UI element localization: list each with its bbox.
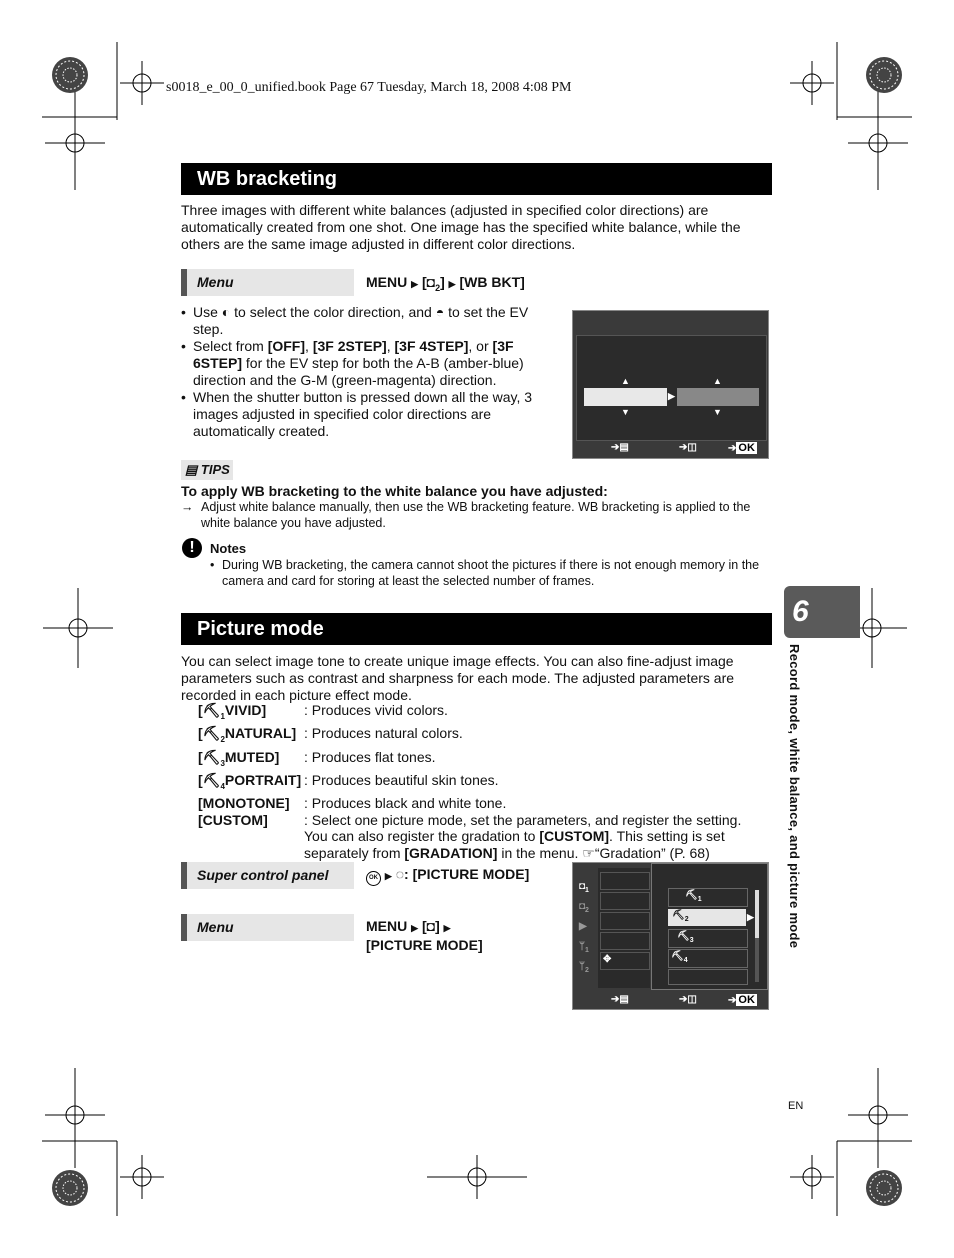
scp-path: OK ▶ ◌: [PICTURE MODE] bbox=[366, 866, 529, 886]
arrow-down-icon: ▼ bbox=[713, 407, 722, 417]
wb-menu-path: MENU ▶ $[◘_2]$ ▶ [WB BKT] bbox=[366, 274, 525, 293]
gm-selector bbox=[677, 388, 759, 406]
camera-icon: $◘_1$ bbox=[579, 881, 589, 894]
notes-label: Notes bbox=[210, 541, 247, 556]
arrow-pad-lr-icon: ◐ bbox=[221, 304, 231, 320]
list-item: [MONOTONE] : Produces black and white tone. bbox=[198, 795, 507, 812]
arrow-pad-icon: ➔◫ bbox=[679, 994, 697, 1005]
pm-lcd-screen bbox=[572, 862, 769, 1010]
reference-icon: ☞ bbox=[582, 844, 595, 861]
list-item: • Use ◐ to select the color direction, and ◓ to set the EV step. bbox=[181, 304, 561, 338]
picture-mode-list bbox=[198, 702, 766, 861]
wb-bkt-item: [WB BKT] bbox=[459, 274, 525, 290]
picture-mode-icon: $⛏_4$ bbox=[671, 951, 688, 964]
print-line: s0018_e_00_0_unified.book Page 67 Tuesday, March 18, 2008 4:08 PM bbox=[166, 80, 572, 95]
camera-icon: $◘_2$ bbox=[579, 901, 589, 914]
camera-icon: ◘ bbox=[426, 274, 436, 290]
notes-text: During WB bracketing, the camera cannot shoot the pictures if there is not enough memory in the camera and card for storing at least the selected number of frames. bbox=[222, 558, 760, 588]
picture-mode-icon: $⛏_1$ bbox=[685, 890, 702, 903]
wrench-icon: ᛘ$_1$ bbox=[579, 941, 589, 954]
list-item: [CUSTOM] : Select one picture mode, set the parameters, and register the setting. You can also register the gradation to [CUSTOM]. This setting is set separately from [GRADATION] in the menu. ☞“Gradation” (P. 68) bbox=[198, 811, 742, 861]
arrow-right-icon: ▶ bbox=[411, 923, 419, 933]
arrow-pad-icon: ➔◫ bbox=[679, 442, 697, 453]
picture-mode-icon: ⛏ bbox=[202, 725, 221, 742]
notes-bullet: • bbox=[210, 558, 215, 572]
wb-intro: Three images with different white balances (adjusted in specified color directions) are automatically created from one shot. One image has the specified white balance, while the others are the same image adjusted in different color directions. bbox=[181, 202, 741, 252]
tips-label: ▤ TIPS bbox=[181, 460, 233, 480]
list-item: $[⛏_4PORTRAIT]$ : Produces beautiful skin tones. bbox=[198, 771, 499, 791]
wb-menu-label: Menu bbox=[181, 269, 354, 296]
arrow-up-icon: ▲ bbox=[713, 376, 722, 386]
picture-mode-title: Picture mode bbox=[181, 613, 772, 645]
wb-bracketing-title: WB bracketing bbox=[181, 163, 772, 195]
arrow-down-icon: ▼ bbox=[621, 407, 630, 417]
arrow-right-icon: ▶ bbox=[411, 279, 419, 289]
chapter-tab: 6 bbox=[784, 586, 860, 638]
ok-icon: ➔ OK bbox=[728, 994, 755, 1006]
picture-mode-icon: ⛏ bbox=[202, 771, 221, 788]
menu-key: MENU bbox=[366, 274, 408, 290]
wb-bullets bbox=[181, 304, 561, 440]
ok-button-icon: OK bbox=[366, 871, 381, 886]
playback-icon: ▶ bbox=[579, 921, 587, 932]
af-target-icon: ✥ bbox=[603, 954, 612, 965]
tips-arrow: → bbox=[181, 500, 194, 514]
arrow-up-icon: ▲ bbox=[621, 376, 630, 386]
section-side-title: Record mode, white balance, and picture mode bbox=[787, 644, 802, 949]
arrow-right-icon: ▶ bbox=[443, 923, 451, 933]
list-item: $[⛏_2NATURAL]$ : Produces natural colors. bbox=[198, 725, 463, 745]
picture-mode-icon: ⛏ bbox=[202, 702, 221, 718]
scp-label: Super control panel bbox=[181, 862, 354, 889]
arrow-right-icon: ▶ bbox=[384, 871, 392, 881]
wrench-icon: ᛘ$_2$ bbox=[579, 961, 589, 974]
list-item: $[⛏_1VIVID]$ : Produces vivid colors. bbox=[198, 702, 448, 721]
arrow-pad-ud-icon: ◓ bbox=[435, 304, 445, 320]
tips-icon: ▤ bbox=[185, 462, 198, 477]
tips-text: Adjust white balance manually, then use the WB bracketing feature. WB bracketing is applied to the white balance you have adjusted. bbox=[201, 500, 751, 530]
arrow-right-icon: ▶ bbox=[448, 279, 456, 289]
menu-back-icon: ➔▤ bbox=[611, 442, 629, 453]
camera-icon: ◘ bbox=[426, 918, 436, 934]
pm-intro: You can select image tone to create unique image effects. You can also fine-adjust image parameters such as contrast and sharpness for each mode. The adjusted parameters are recorded in each picture effect mode. bbox=[181, 653, 735, 703]
pm-menu-path: MENU ▶ [◘] ▶ [PICTURE MODE] bbox=[366, 918, 483, 953]
picture-mode-icon: ⛏ bbox=[202, 748, 221, 765]
wb-lcd-screen bbox=[572, 310, 769, 459]
list-item: $[⛏_3MUTED]$ : Produces flat tones. bbox=[198, 748, 436, 768]
notes-alert-icon: ! bbox=[182, 538, 202, 558]
tips-heading: To apply WB bracketing to the white balance you have adjusted: bbox=[181, 483, 608, 499]
menu-back-icon: ➔▤ bbox=[611, 994, 629, 1005]
picture-mode-icon: $⛏_2$ bbox=[672, 910, 689, 923]
list-item: • Select from [OFF], [3F 2STEP], [3F 4STEP], or [3F 6STEP] for the EV step for both the A-B (amber-blue) direction and the G-M (green-magenta) direction. bbox=[181, 338, 561, 389]
arrow-right-icon: ▶ bbox=[747, 912, 754, 922]
list-item: • When the shutter button is pressed down all the way, 3 images adjusted in specified color directions are automatically created. bbox=[181, 389, 561, 440]
ok-icon: ➔ OK bbox=[728, 442, 755, 454]
pm-menu-label: Menu bbox=[181, 914, 354, 941]
ab-selector bbox=[584, 388, 667, 406]
picture-mode-icon: $⛏_3$ bbox=[677, 931, 694, 944]
language-code: EN bbox=[788, 1100, 804, 1112]
arrow-pad-icon: ◌ bbox=[395, 866, 405, 882]
arrow-right-icon: ▶ bbox=[668, 391, 675, 401]
